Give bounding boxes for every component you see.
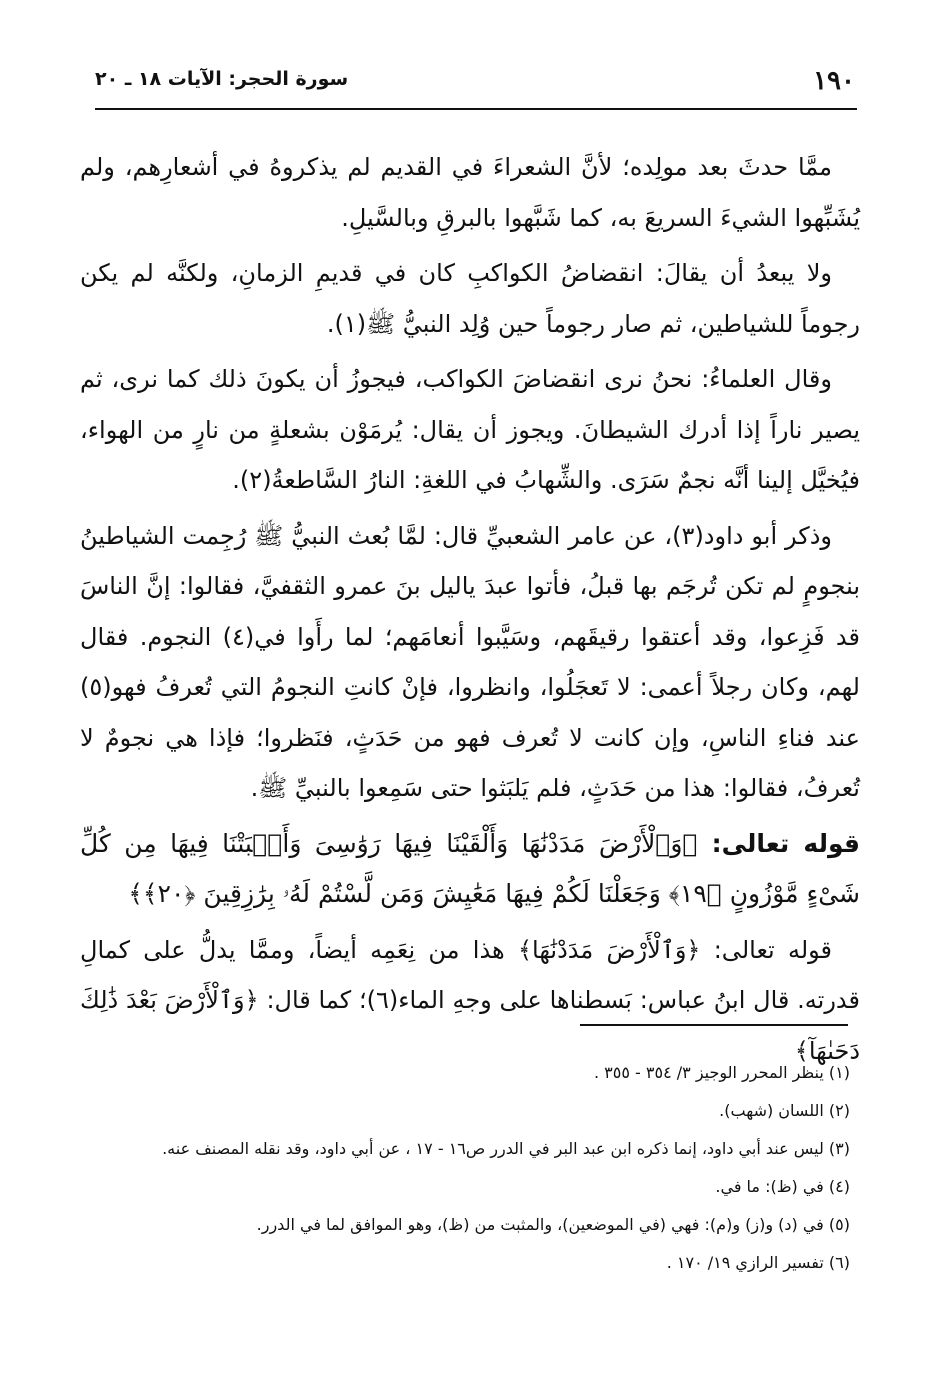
verse-block [80, 819, 860, 920]
paragraph: ولا يبعدُ أن يقالَ: انقضاضُ الكواكبِ كان في قديمِ الزمانِ، ولكنَّه لم يكن رجوماً للشياطين، ثم صار رجوماً حين وُلِد النبيُّ ﷺ(١). [80, 259, 860, 338]
footnote: (١) ينظر المحرر الوجيز ٣/ ٣٥٤ - ٣٥٥ . [593, 1063, 850, 1082]
paragraph: ممَّا حدثَ بعد مولِده؛ لأنَّ الشعراءَ في القديم لم يذكروهُ في أشعارِهم، ولم يُشَبِّهوا الشيءَ السريعَ به، كما شَبَّهوا بالبرقِ وبالسَّيلِ. [80, 153, 860, 232]
footnote-separator [580, 1024, 848, 1026]
footnote: (٢) اللسان (شهب). [719, 1101, 850, 1120]
footnote: (٦) تفسير الرازي ١٩/ ١٧٠ . [666, 1253, 850, 1272]
page-number: ١٩٠ [813, 66, 855, 96]
page-header [95, 62, 855, 102]
footnote: (٤) في (ظ): ما في. [715, 1177, 850, 1196]
footnote: (٥) في (د) و(ز) و(م): فهي (في الموضعين)، والمثبت من (ظ)، وهو الموافق لما في الدرر. [256, 1215, 850, 1234]
quran-verse: ﴿وَٱلْأَرْضَ مَدَدْنَٰهَا وَأَلْقَيْنَا فِيهَا رَوَٰسِىَ وَأَنۢبَتْنَا فِيهَا مِن كُلِّ شَىْءٍ مَّوْزُونٍ ﴿١٩﴾ وَجَعَلْنَا لَكُمْ فِيهَا مَعَٰيِشَ وَمَن لَّسْتُمْ لَهُۥ بِرَٰزِقِينَ ﴿٢٠﴾﴾ [80, 828, 860, 908]
header-rule [95, 108, 857, 110]
footnote: (٣) ليس عند أبي داود، إنما ذكره ابن عبد البر في الدرر ص١٦ - ١٧ ، عن أبي داود، وقد نقله المصنف عنه. [162, 1139, 850, 1158]
footnotes [70, 1057, 850, 1285]
running-title: سورة الحجر: الآيات ١٨ ـ ٢٠ [95, 68, 349, 90]
verse-lead: قوله تعالى: [711, 828, 861, 858]
commentary-paragraph: قوله تعالى: ﴿وَٱلْأَرْضَ مَدَدْنَٰهَا﴾ هذا من نِعَمِه أيضاً، وممَّا يدلُّ على كمالِ قدرته. قال ابنُ عباس: بَسطناها على وجهِ الماء(٦)؛ كما قال: ﴿وَٱلْأَرْضَ بَعْدَ ذَٰلِكَ دَحَىٰهَآ﴾ [80, 935, 861, 1065]
paragraph: وقال العلماءُ: نحنُ نرى انقضاضَ الكواكب، فيجوزُ أن يكونَ ذلك كما نرى، ثم يصير ناراً إذا أدرك الشيطانَ. ويجوز أن يقال: يُرمَوْن بشعلةٍ من نارٍ من الهواء، فيُخيَّل إلينا أنَّه نجمٌ سَرَى. والشِّهابُ في اللغةِ: النارُ السَّاطعةُ(٢). [80, 365, 860, 494]
paragraph: وذكر أبو داود(٣)، عن عامر الشعبيِّ قال: لمَّا بُعث النبيُّ ﷺ رُجِمت الشياطينُ بنجومٍ لم تكن تُرجَم بها قبلُ، فأتوا عبدَ ياليل بنَ عمرو الثقفيَّ، فقالوا: إنَّ الناسَ قد فَزِعوا، وقد أعتقوا رقيقَهم، وسَيَّبوا أنعامَهم؛ لما رأَوا في(٤) النجوم. فقال لهم، وكان رجلاً أعمى: لا تَعجَلُوا، وانظروا، فإنْ كانتِ النجومُ التي تُعرفُ فهو(٥) عند فناءِ الناسِ، وإن كانت لا تُعرف فهو من حَدَثٍ، فنَظروا؛ فإذا هي نجومٌ لا تُعرفُ، فقالوا: هذا من حَدَثٍ، فلم يَلبَثوا حتى سَمِعوا بالنبيِّ ﷺ. [80, 521, 860, 802]
main-text [80, 142, 860, 1076]
